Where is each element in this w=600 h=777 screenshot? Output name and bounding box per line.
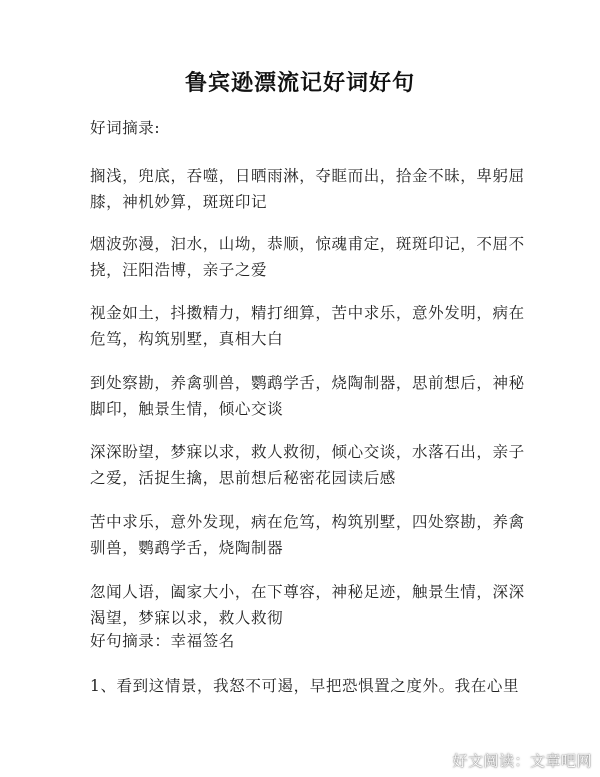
paragraph-line: 忽闻人语，阖家大小，在下尊容，神秘足迹，触景生情，深深 <box>90 583 525 601</box>
paragraph-line: 危笃，构筑别墅，真相大白 <box>90 330 284 348</box>
watermark: 好文阅读：文章吧网 <box>452 752 592 770</box>
paragraph-line: 脚印，触景生情，倾心交谈 <box>90 400 284 418</box>
paragraph-line: 挠，汪阳浩博，亲子之爱 <box>90 261 268 279</box>
section-heading-sentences: 好句摘录：幸福签名 <box>90 632 235 650</box>
paragraph-line: 驯兽，鹦鹉学舌，烧陶制器 <box>90 539 284 557</box>
paragraph-line: 搁浅，兜底，吞噬，日晒雨淋，夺眶而出，拾金不昧，卑躬屈 <box>90 167 525 185</box>
paragraph-line: 视金如土，抖擞精力，精打细算，苦中求乐，意外发明，病在 <box>90 304 525 322</box>
paragraph-line: 到处察勘，养禽驯兽，鹦鹉学舌，烧陶制器，思前想后，神秘 <box>90 374 525 392</box>
section-heading-words: 好词摘录: <box>90 119 161 137</box>
paragraph-line: 膝，神机妙算，斑斑印记 <box>90 193 268 211</box>
paragraph-line: 深深盼望，梦寐以求，救人救彻，倾心交谈，水落石出，亲子 <box>90 443 525 461</box>
document-title: 鲁宾逊漂流记好词好句 <box>184 70 415 96</box>
paragraph-line: 之爱，活捉生擒，思前想后秘密花园读后感 <box>90 469 396 487</box>
paragraph-line: 1、看到这情景，我怒不可遏，早把恐惧置之度外。我在心里 <box>90 677 520 695</box>
paragraph-line: 苦中求乐，意外发现，病在危笃，构筑别墅，四处察勘，养禽 <box>90 513 525 531</box>
paragraph-line: 渴望，梦寐以求，救人救彻 <box>90 609 284 627</box>
paragraph-line: 烟波弥漫，汩水，山坳，恭顺，惊魂甫定，斑斑印记，不屈不 <box>90 235 525 253</box>
